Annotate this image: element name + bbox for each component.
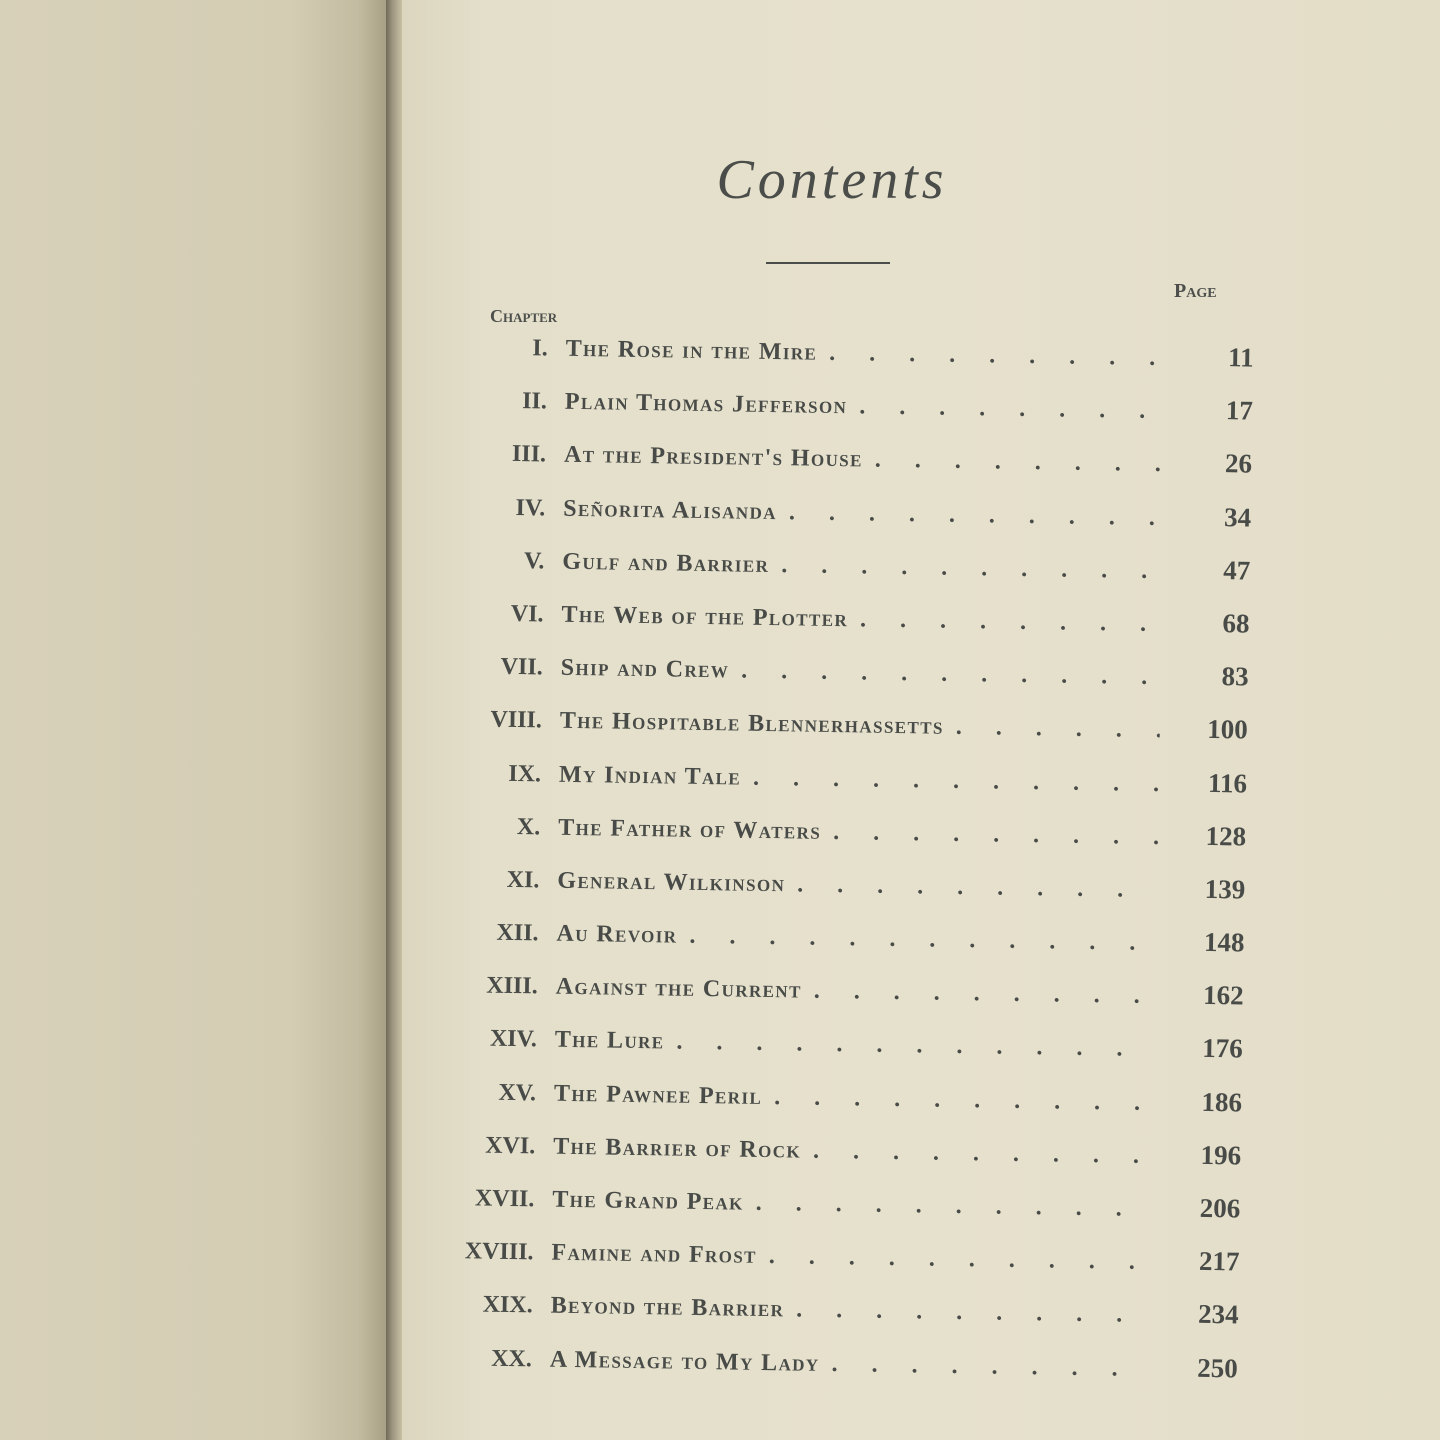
dot-leader	[833, 819, 1158, 851]
title-rule	[766, 262, 890, 264]
chapter-number: VI.	[510, 600, 544, 628]
chapter-title: A Message to My Lady	[549, 1346, 820, 1377]
page-column-header: Page	[1174, 280, 1217, 302]
page-number: 83	[1221, 661, 1249, 692]
chapter-number: XVI.	[484, 1132, 536, 1160]
chapter-number: V.	[523, 547, 545, 575]
page-number: 148	[1203, 926, 1245, 958]
page-number: 68	[1222, 608, 1250, 639]
dot-leader	[689, 923, 1156, 957]
chapter-number: X.	[516, 813, 541, 841]
page-number: 186	[1201, 1086, 1243, 1118]
chapter-title: Beyond the Barrier	[550, 1293, 785, 1323]
page-number: 206	[1199, 1192, 1241, 1224]
chapter-number: XIII.	[486, 972, 538, 1000]
chapter-number: XVII.	[474, 1185, 535, 1213]
chapter-title: The Barrier of Rock	[552, 1133, 802, 1164]
chapter-number: VII.	[500, 653, 543, 681]
dot-leader	[956, 714, 1160, 744]
dot-leader	[769, 1243, 1152, 1276]
toc-entry	[437, 1340, 1238, 1406]
chapter-number: XII.	[496, 919, 539, 947]
chapter-title: Ship and Crew	[560, 654, 730, 684]
chapter-title: The Grand Peak	[552, 1186, 744, 1216]
dot-leader	[676, 1029, 1155, 1064]
page-number: 26	[1224, 448, 1253, 479]
page-number: 47	[1223, 554, 1251, 586]
page-number: 116	[1207, 767, 1248, 799]
chapter-title: The Lure	[554, 1027, 665, 1055]
dot-leader	[860, 606, 1162, 638]
dot-leader	[753, 764, 1159, 797]
chapter-title: Against the Current	[555, 973, 803, 1004]
chapter-title: Plain Thomas Jefferson	[564, 388, 848, 420]
page-number: 196	[1200, 1139, 1242, 1171]
dot-leader	[789, 499, 1164, 532]
chapter-column-header: Chapter	[490, 306, 558, 326]
page-number: 250	[1197, 1352, 1239, 1383]
dot-leader	[859, 394, 1165, 426]
chapter-number: XIV.	[489, 1026, 538, 1053]
chapter-title: My Indian Tale	[558, 761, 742, 791]
chapter-number: VIII.	[490, 706, 543, 734]
chapter-number: XI.	[506, 866, 540, 894]
chapter-number: XVIII.	[464, 1238, 534, 1266]
dot-leader	[829, 340, 1166, 372]
dot-leader	[797, 871, 1157, 904]
page-number: 11	[1227, 342, 1254, 373]
right-page	[402, 0, 1440, 1440]
chapter-number: III.	[511, 441, 547, 468]
chapter-number: I.	[532, 335, 548, 362]
chapter-title: The Web of the Plotter	[561, 601, 849, 633]
chapter-title: The Pawnee Peril	[553, 1080, 763, 1110]
dot-leader	[813, 1138, 1153, 1170]
dot-leader	[875, 447, 1165, 479]
dot-leader	[781, 552, 1162, 585]
chapter-title: General Wilkinson	[557, 867, 786, 898]
dot-leader	[796, 1297, 1151, 1330]
chapter-number: XV.	[498, 1079, 537, 1107]
chapter-title: Famine and Frost	[551, 1239, 758, 1270]
book-gutter	[386, 0, 402, 1440]
page-number: 217	[1198, 1246, 1240, 1277]
chapter-title: The Rose in the Mire	[565, 335, 818, 366]
dot-leader	[814, 978, 1156, 1010]
page-number: 234	[1197, 1299, 1239, 1330]
dot-leader	[741, 658, 1161, 692]
chapter-number: XX.	[490, 1345, 533, 1372]
dot-leader	[831, 1351, 1150, 1383]
chapter-number: IV.	[515, 494, 546, 522]
chapter-number: XIX.	[482, 1291, 533, 1319]
page-number: 17	[1225, 395, 1254, 426]
dot-leader	[756, 1190, 1153, 1223]
chapter-title: Gulf and Barrier	[562, 548, 770, 578]
dot-leader	[774, 1084, 1154, 1117]
page-number: 34	[1223, 501, 1252, 533]
chapter-title: The Father of Waters	[557, 814, 822, 845]
page-number: 162	[1202, 980, 1244, 1011]
chapter-number: II.	[521, 388, 548, 415]
left-page	[0, 0, 386, 1440]
chapter-title: The Hospitable Blennerhassetts	[559, 708, 945, 741]
chapter-title: Au Revoir	[556, 920, 678, 949]
contents-title: Contents	[716, 149, 948, 211]
chapter-number: IX.	[508, 760, 542, 787]
page-number: 139	[1204, 873, 1246, 905]
chapter-title: At the President's House	[563, 442, 864, 473]
chapter-title: Señorita Alisanda	[563, 495, 778, 525]
toc-list	[437, 330, 1254, 1406]
page-number: 100	[1207, 714, 1249, 745]
page-number: 176	[1202, 1033, 1244, 1064]
page-number: 128	[1205, 820, 1247, 852]
